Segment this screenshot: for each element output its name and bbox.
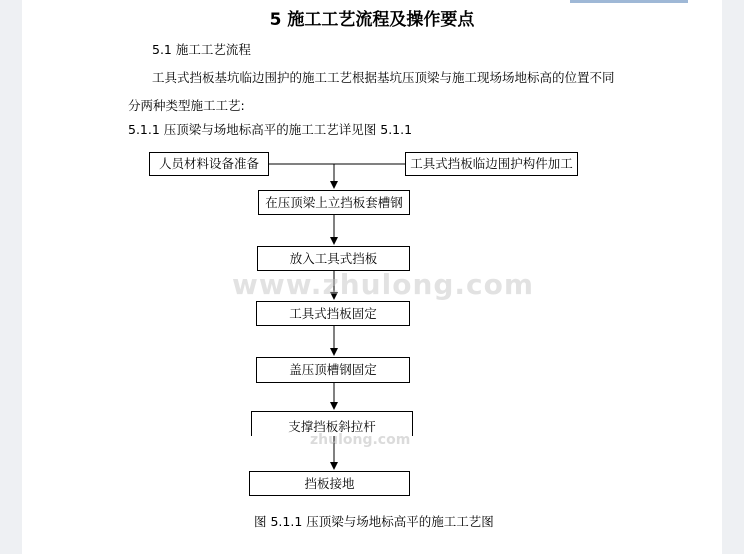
page-title: 5 施工工艺流程及操作要点 bbox=[269, 10, 475, 30]
watermark-small: zhulong.com bbox=[310, 432, 411, 448]
section-heading: 5.1 施工工艺流程 bbox=[152, 42, 251, 57]
subsection-heading: 5.1.1 压顶梁与场地标高平的施工工艺详见图 5.1.1 bbox=[128, 122, 413, 137]
figure-caption: 图 5.1.1 压顶梁与场地标高平的施工工艺图 bbox=[254, 514, 494, 529]
flow-box-personnel-prep: 人员材料设备准备 bbox=[149, 152, 269, 176]
flow-box-step-4: 盖压顶槽钢固定 bbox=[256, 357, 410, 383]
flow-box-step-6: 挡板接地 bbox=[249, 471, 410, 496]
paragraph-line-1: 工具式挡板基坑临边围护的施工工艺根据基坑压顶梁与施工现场场地标高的位置不同 bbox=[152, 70, 615, 85]
flow-box-step-2: 放入工具式挡板 bbox=[257, 246, 410, 271]
watermark-large: www.zhulong.com bbox=[232, 268, 535, 301]
paragraph-line-2: 分两种类型施工工艺: bbox=[128, 98, 245, 113]
flow-box-step-5: 支撑挡板斜拉杆 bbox=[251, 411, 413, 436]
flow-box-step-1: 在压顶梁上立挡板套槽钢 bbox=[258, 190, 410, 215]
flow-box-step-3: 工具式挡板固定 bbox=[256, 301, 410, 326]
flow-box-component-fabrication: 工具式挡板临边围护构件加工 bbox=[405, 152, 578, 176]
